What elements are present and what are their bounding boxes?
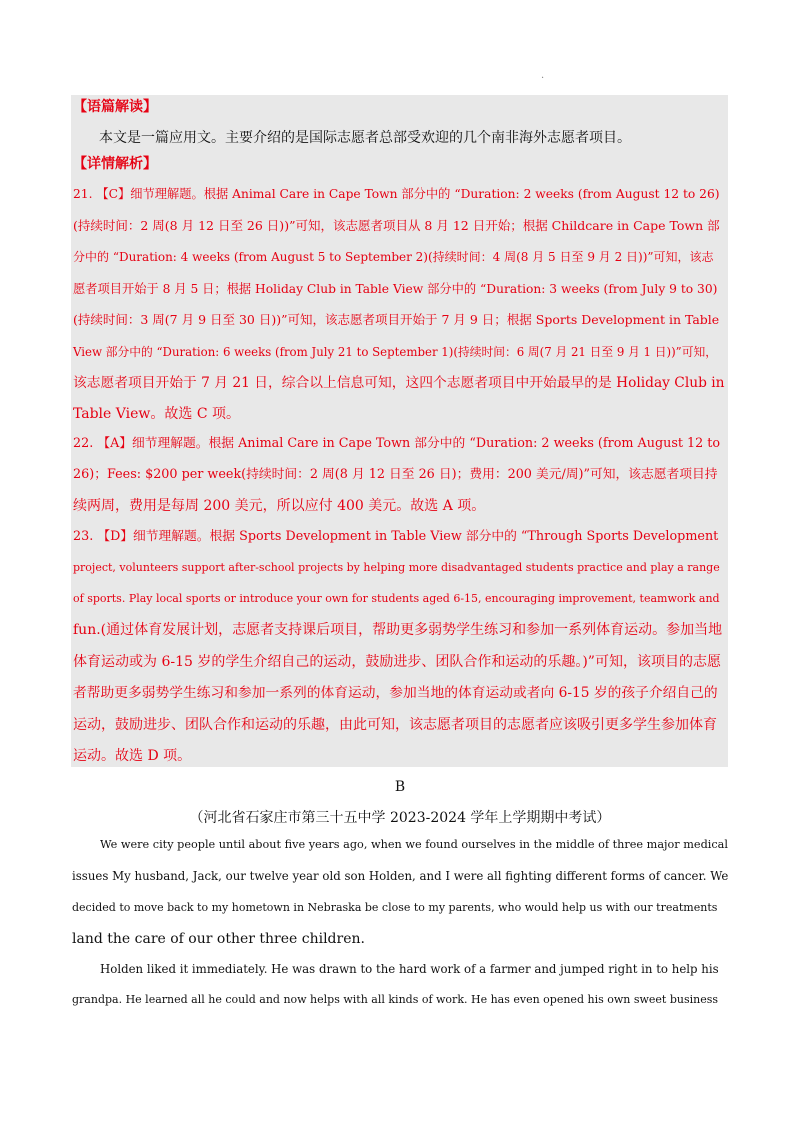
analysis-line: (持续时间：2 周(8 月 12 日至 26 日))”可知，该志愿者项目从 8 月 12 日开始；根据 Childcare in Cape Town 部 [73,218,720,233]
analysis-line: 运动。故选 D 项。 [73,748,192,764]
analysis-line: project, volunteers support after-school projects by helping more disadvantaged students practice and play a range [73,561,720,574]
analysis-line: 者帮助更多弱势学生练习和参加一系列的体育运动，参加当地的体育运动或者向 6-15 岁的孩子介绍自己的 [73,685,718,701]
analysis-line: 26)；Fees: $200 per week(持续时间：2 周(8 月 12 日至 26 日)；费用：200 美元/周)”可知，该志愿者项目持 [73,467,718,482]
answer-analysis-box [71,95,728,767]
source-citation: （河北省石家庄市第三十五中学 2023-2024 学年上学期期中考试） [189,810,611,826]
passage-line: Holden liked it immediately. He was drawn to the hard work of a farmer and jumped right in to help his [100,962,719,976]
summary-text: 本文是一篇应用文。主要介绍的是国际志愿者总部受欢迎的几个南非海外志愿者项目。 [99,130,631,146]
analysis-line: (持续时间：3 周(7 月 9 日至 30 日))”可知，该志愿者项目开始于 7 月 9 日；根据 Sports Development in Table [73,312,720,327]
analysis-line: 该志愿者项目开始于 7 月 21 日，综合以上信息可知，这四个志愿者项目中开始最早的是 Holiday Club in [73,375,725,391]
section-letter: B [394,779,406,795]
analysis-line: 分中的 “Duration: 4 weeks (from August 5 to September 2)(持续时间：4 周(8 月 5 日至 9 月 2 日))”可知，该志 [73,250,714,264]
page-dot: · [541,73,545,84]
heading-reading: 【语篇解读】 [73,99,157,115]
analysis-line: View 部分中的 “Duration: 6 weeks (from July 21 to September 1)(持续时间：6 周(7 月 21 日至 9 月 1 日))”可知， [73,345,717,359]
passage-line: decided to move back to my hometown in Nebraska be close to my parents, who would help us with our treatments [72,901,718,914]
analysis-line: 愿者项目开始于 8 月 5 日；根据 Holiday Club in Table View 部分中的 “Duration: 3 weeks (from July 9 to 30) [73,282,718,296]
analysis-line: 续两周，费用是每周 200 美元，所以应付 400 美元。故选 A 项。 [73,498,486,514]
heading-detail: 【详情解析】 [73,156,157,172]
passage-line: We were city people until about five years ago, when we found ourselves in the middle of three major medical [100,838,728,851]
analysis-line: 21. 【C】细节理解题。根据 Animal Care in Cape Town 部分中的 “Duration: 2 weeks (from August 12 to 26) [73,187,720,201]
passage-line: grandpa. He learned all he could and now helps with all kinds of work. He has even opened his own sweet business [72,993,719,1006]
analysis-line: of sports. Play local sports or introduce your own for students aged 6-15, encouraging improvement, teamwork and [73,592,720,605]
analysis-line: 体育运动或为 6-15 岁的学生介绍自己的运动，鼓励进步、团队合作和运动的乐趣。)”可知，该项目的志愿 [73,654,721,670]
analysis-line: 23. 【D】细节理解题。根据 Sports Development in Table View 部分中的 “Through Sports Development [73,529,719,544]
passage-line: land the care of our other three children. [72,931,365,947]
analysis-line: Table View。故选 C 项。 [73,406,240,422]
analysis-line: 22. 【A】细节理解题。根据 Animal Care in Cape Town 部分中的 “Duration: 2 weeks (from August 12 to [73,436,721,451]
analysis-line: 运动，鼓励进步、团队合作和运动的乐趣，由此可知，该志愿者项目的志愿者应该吸引更多学生参加体育 [73,717,717,733]
passage-line: issues My husband, Jack, our twelve year old son Holden, and I were all fighting different forms of cancer. We [72,869,729,883]
analysis-line: fun.(通过体育发展计划，志愿者支持课后项目，帮助更多弱势学生练习和参加一系列体育运动。参加当地 [73,622,723,638]
